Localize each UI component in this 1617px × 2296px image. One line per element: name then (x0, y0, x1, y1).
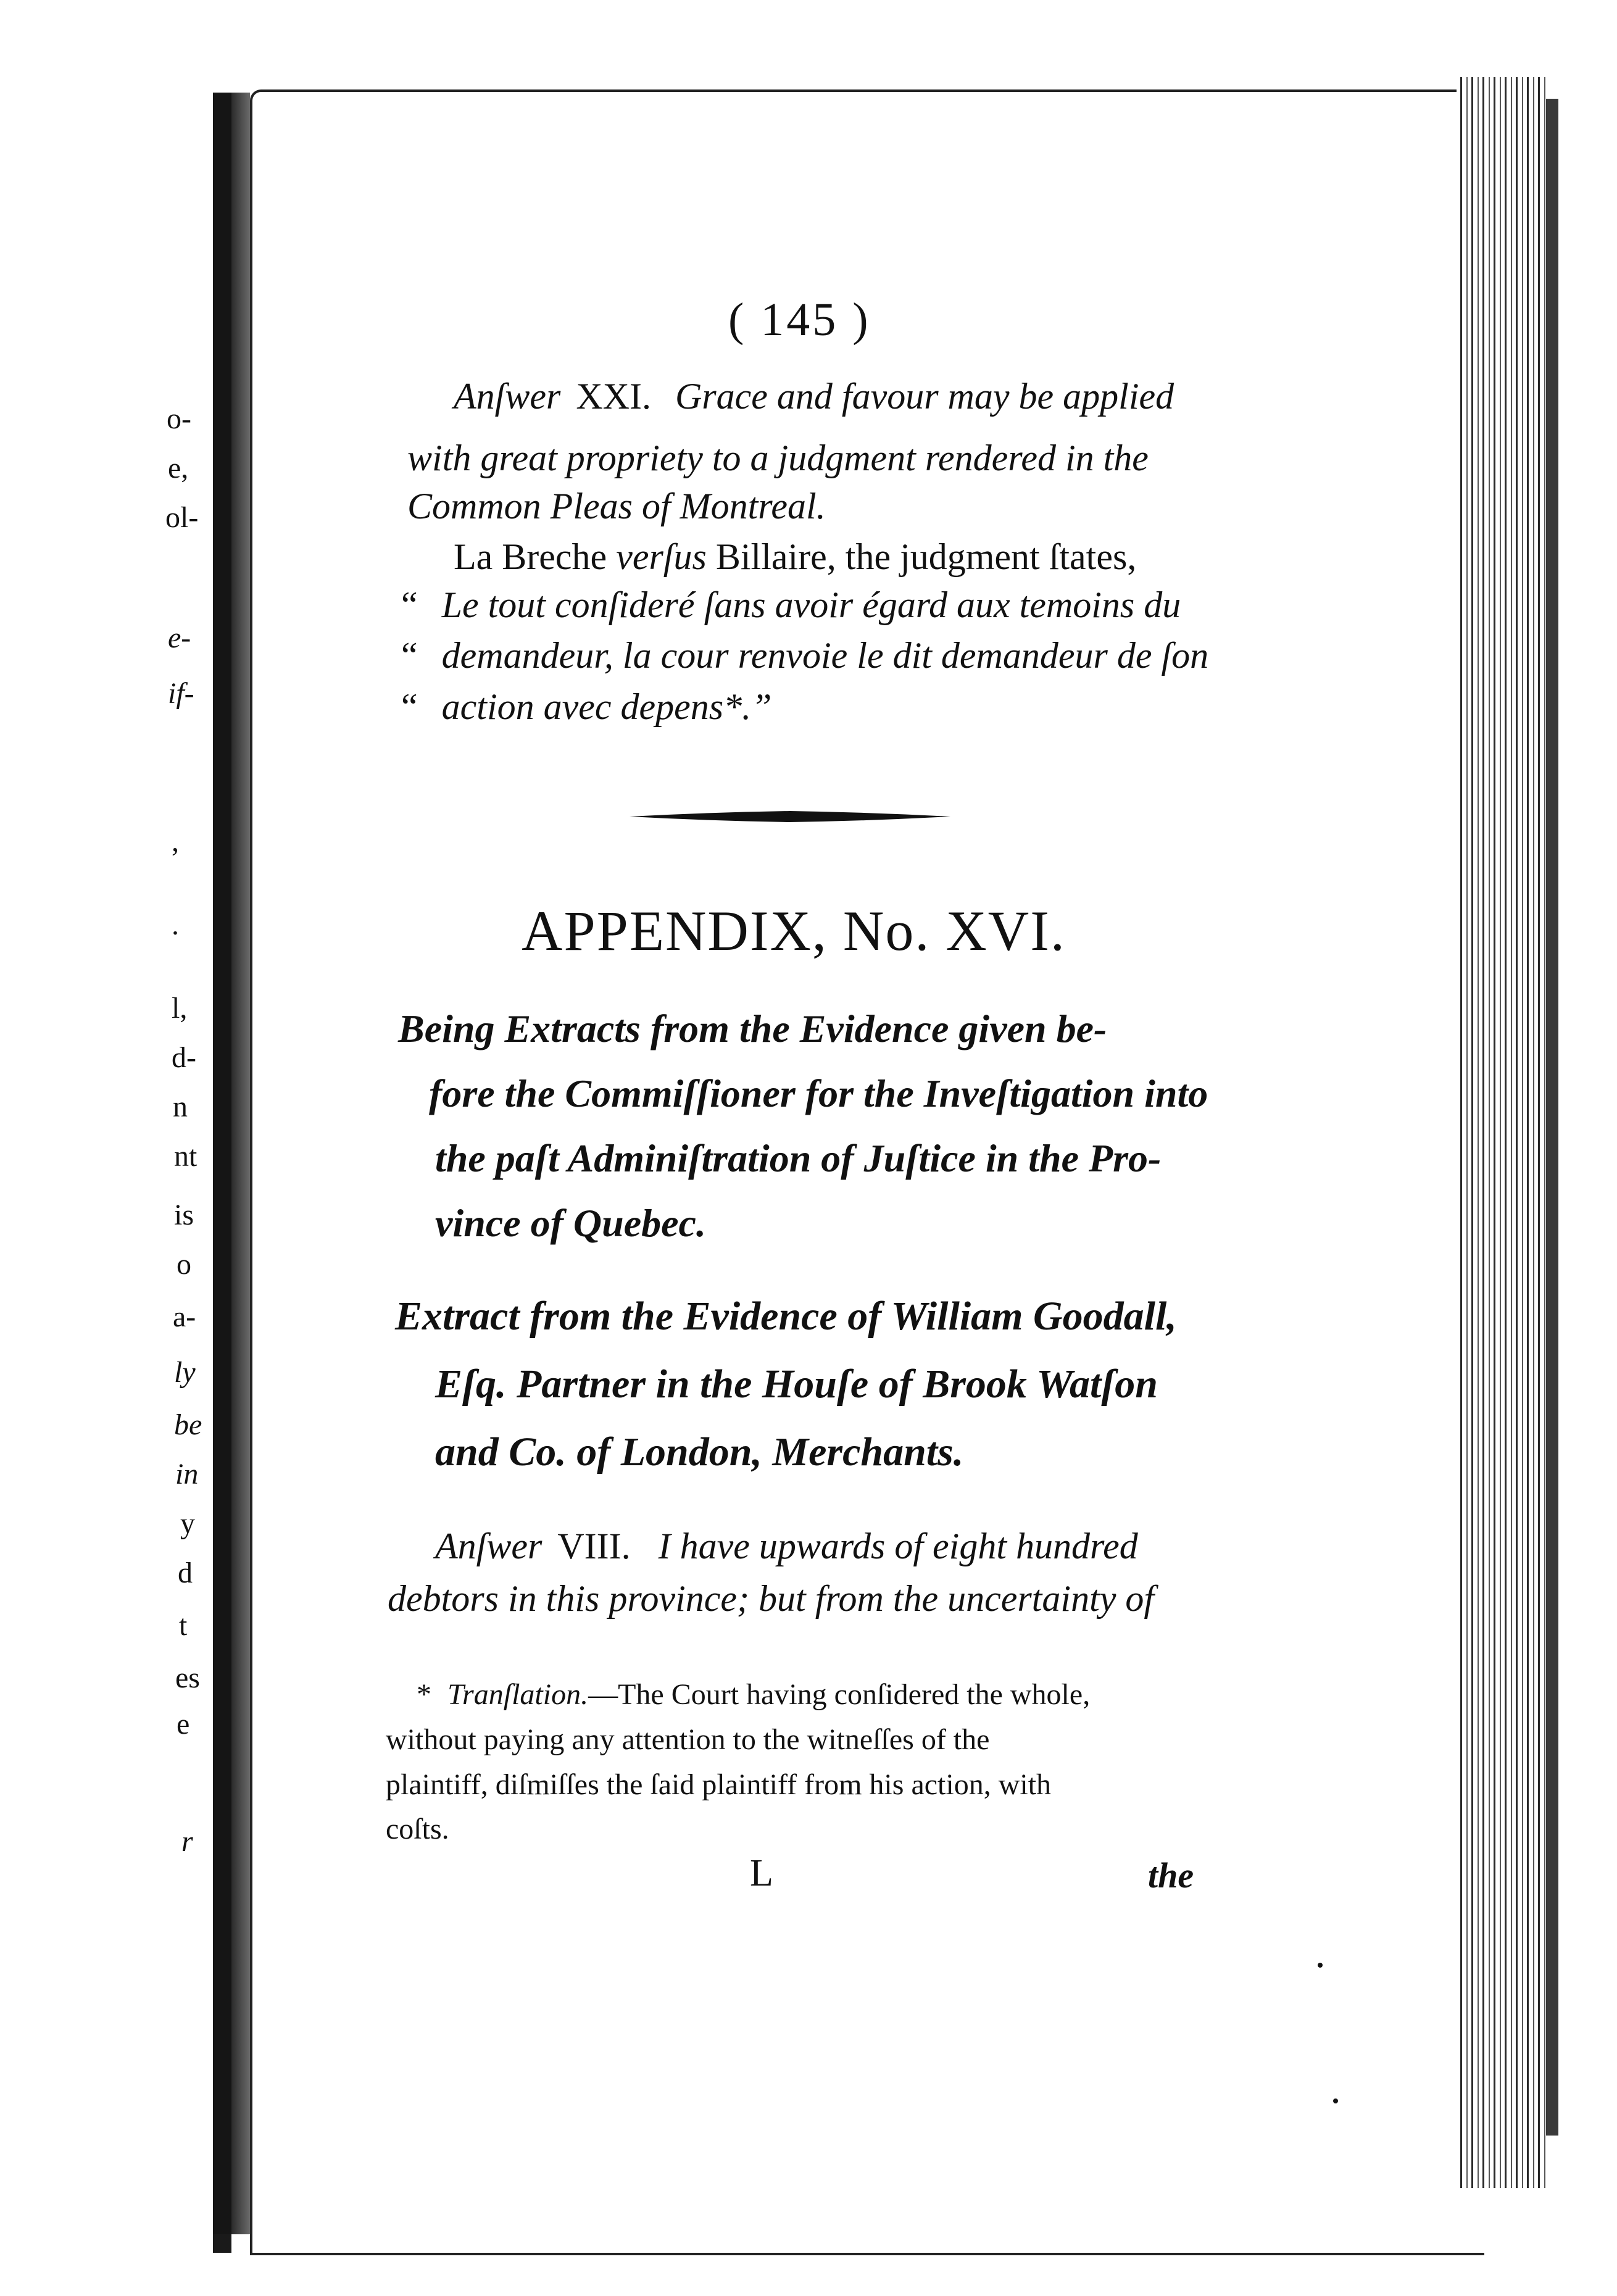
fragment: a- (173, 1300, 196, 1333)
answer-xxi-line-2: with great propriety to a judgment rendered in the (407, 438, 1149, 478)
versus-text: verſus (616, 536, 707, 577)
quote-text: action avec depens*.” (441, 686, 772, 727)
being-extracts-line: fore the Commiſſioner for the Inveſtigation into (429, 1071, 1208, 1115)
scan-speck (1333, 2098, 1338, 2103)
catchword: the (1148, 1855, 1194, 1895)
ornamental-rule (630, 809, 950, 825)
fragment: ly (174, 1356, 196, 1389)
fragment: ol- (165, 501, 199, 534)
answer-label: Anſwer (454, 376, 561, 417)
fragment: d (178, 1557, 193, 1589)
fragment: in (175, 1458, 199, 1491)
footnote-lead: Tranſlation. (447, 1678, 589, 1711)
scan-speck (1318, 1963, 1323, 1968)
footnote-text: —The Court having conſidered the whole, (588, 1678, 1091, 1711)
fragment: es (175, 1662, 200, 1694)
page-bottom-edge (250, 2253, 1484, 2255)
page-edges (1457, 77, 1546, 2188)
plaintiff-name: La Breche (454, 536, 607, 577)
quote-mark: “ (401, 635, 418, 676)
case-text: Billaire, the judgment ſtates, (715, 536, 1137, 577)
answer-viii-line-2: debtors in this province; but from the uncertainty of (388, 1578, 1155, 1619)
facing-page (0, 93, 231, 2253)
gutter (231, 93, 250, 2234)
fragment: o- (167, 402, 191, 435)
answer-viii-line-1 (435, 1528, 1138, 1565)
goodall-extract-line: Eſq. Partner in the Houſe of Brook Watſon (435, 1362, 1158, 1407)
footnote-line-3: plaintiff, diſmiſſes the ſaid plaintiff from his action, with (386, 1768, 1052, 1801)
quote-line-1 (401, 586, 1181, 623)
signature-mark: L (750, 1852, 773, 1894)
answer-numeral: XXI. (576, 376, 651, 417)
fragment: t (179, 1609, 188, 1642)
page-number: ( 145 ) (728, 294, 871, 346)
fragment: l, (172, 992, 188, 1025)
being-extracts-line: the paſt Adminiſtration of Juſtice in the Pro- (435, 1136, 1162, 1180)
answer-xxi-line-3: Common Pleas of Montreal. (407, 486, 826, 526)
goodall-extract-line: Extract from the Evidence of William Goodall, (395, 1294, 1177, 1339)
fragment: e, (168, 452, 189, 485)
footnote-line-2: without paying any attention to the witneſſes of the (386, 1723, 990, 1756)
binding-shadow (213, 93, 231, 2234)
fragment: n (173, 1091, 188, 1123)
quote-line-2 (401, 637, 1208, 674)
fragment: o (177, 1248, 191, 1281)
fragment: e- (168, 622, 191, 654)
fragment: nt (174, 1140, 197, 1173)
fragment: d- (172, 1041, 196, 1074)
answer-label: Anſwer (435, 1526, 542, 1566)
page-edges-shadow (1546, 99, 1558, 2136)
goodall-extract-line: and Co. of London, Merchants. (435, 1429, 964, 1475)
fragment: , (172, 825, 179, 858)
quote-text: Le tout conſideré ſans avoir égard aux temoins du (441, 584, 1181, 625)
fragment: e (177, 1708, 190, 1741)
answer-xxi-line-1 (454, 378, 1174, 415)
case-line-1 (454, 538, 1136, 575)
fragment: y (180, 1507, 195, 1540)
fragment: if- (168, 677, 194, 710)
answer-text: Grace and favour may be applied (675, 376, 1174, 417)
fragment: be (174, 1408, 202, 1441)
quote-line-3 (401, 688, 771, 725)
fragment: is (174, 1199, 194, 1231)
footnote-line-4: coſts. (386, 1813, 449, 1845)
answer-numeral: VIII. (557, 1526, 631, 1566)
footnote-mark: * (417, 1678, 431, 1711)
answer-text: I have upwards of eight hundred (658, 1526, 1138, 1566)
being-extracts-line: vince of Quebec. (435, 1201, 706, 1245)
footnote-line-1 (417, 1680, 1090, 1710)
quote-mark: “ (401, 686, 418, 727)
fragment: . (172, 909, 179, 941)
quote-text: demandeur, la cour renvoie le dit demandeur de ſon (441, 635, 1209, 676)
fragment: r (181, 1825, 193, 1858)
quote-mark: “ (401, 584, 418, 625)
appendix-heading: APPENDIX, No. XVI. (522, 899, 1066, 962)
being-extracts-line: Being Extracts from the Evidence given be- (398, 1007, 1107, 1050)
